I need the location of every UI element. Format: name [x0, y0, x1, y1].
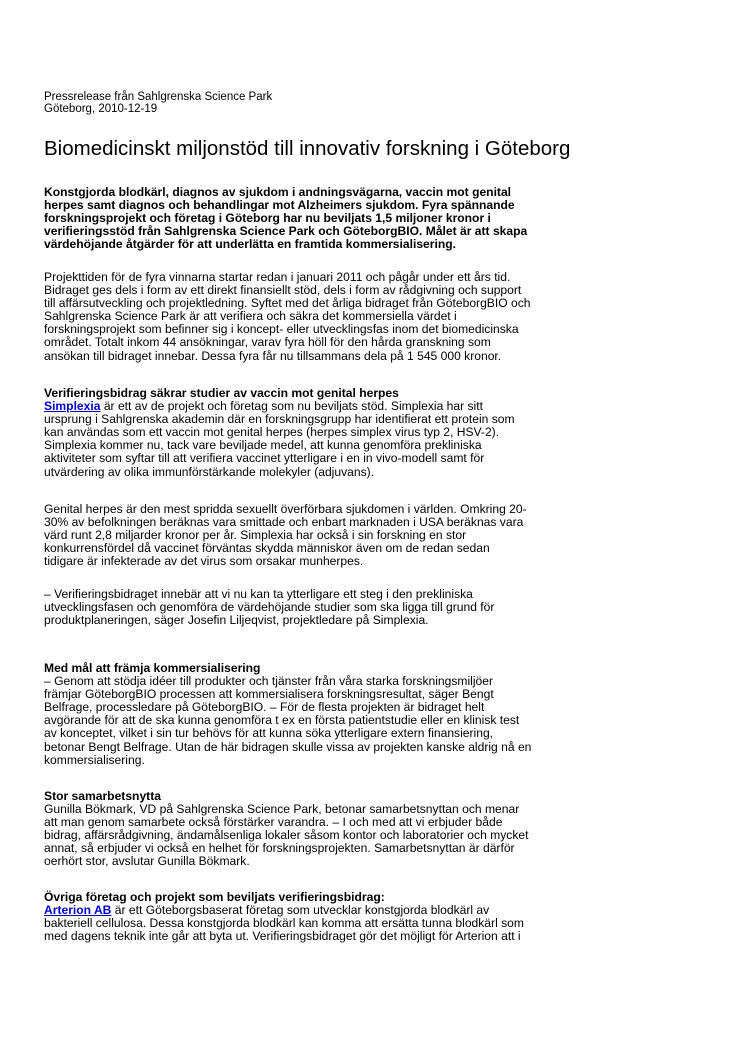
section-heading: Med mål att främja kommersialisering [44, 661, 261, 675]
paragraph-line: värd runt 2,8 miljarder kronor per år. Simplexia har också i sin forskning en stor [44, 528, 467, 543]
section-line: av konceptet, vilket i sin tur behövs för att kunna söka ytterligare extern finansiering, [44, 726, 494, 741]
section-line: oerhört stor, avslutar Gunilla Bökmark. [44, 854, 250, 869]
lead-paragraph [44, 186, 564, 251]
section-commercialisation [44, 662, 564, 767]
paragraph-line: tidigare är infekterade av det virus som orsakar munherpes. [44, 554, 364, 569]
intro-line: forskningsprojekt som befinner sig i koncept- eller utvecklingsfas inom det biomedicinska [44, 322, 519, 337]
section-line: att man genom samarbete också förstärker varandra. – I och med att vi erbjuder både [44, 815, 503, 830]
intro-line: ansökan till bidraget innebar. Dessa fyra får nu tillsammans dela på 1 545 000 kronor. [44, 348, 502, 363]
paragraph-line: konkurrensfördel då vaccinet förväntas skydda människor även om de redan sedan [44, 541, 490, 556]
intro-paragraph [44, 271, 564, 363]
section-line: annat, så erbjuder vi också en helhet för forskningsprojekten. Samarbetsnyttan är därför [44, 841, 515, 856]
section-line: bakteriell cellulosa. Dessa konstgjorda blodkärl kan komma att ersätta tunna blodkärl som [44, 916, 524, 931]
section-line-text: är ett av de projekt och företag som nu beviljats stöd. Simplexia har sitt [100, 399, 483, 414]
section-line: Simplexia kommer nu, tack vare beviljade medel, att kunna genomföra prekliniska [44, 438, 482, 453]
section-line: Belfrage, processledare på GöteborgBIO. – För de flesta projekten är bidraget helt [44, 700, 485, 715]
section-line: betonar Bengt Belfrage. Utan de här bidragen skulle vissa av projekten kanske aldrig nå en [44, 739, 532, 754]
herpes-paragraph [44, 503, 564, 568]
section-line-text: är ett Göteborgsbaserat företag som utvecklar konstgjorda blodkärl av [111, 903, 490, 918]
section-collaboration [44, 790, 564, 869]
simplexia-link[interactable]: Simplexia [44, 399, 101, 414]
section-simplexia [44, 387, 564, 479]
lead-line: forskningsprojekt och företag i Göteborg har nu beviljats 1,5 miljoner kronor i [44, 211, 491, 226]
section-heading: Övriga företag och projekt som beviljats verifieringsbidrag: [44, 890, 385, 904]
paragraph-line: Genital herpes är den mest spridda sexuellt överförbara sjukdomen i världen. Omkring 20- [44, 502, 527, 516]
lead-line: verifieringsstöd från Sahlgrenska Science Park och GöteborgBIO. Målet är att skapa [44, 224, 528, 239]
intro-line: Projekttiden för de fyra vinnarna startar redan i januari 2011 och pågår under ett års tid. [44, 270, 511, 284]
paragraph-line: – Verifieringsbidraget innebär att vi nu kan ta ytterligare ett steg i den prekliniska [44, 587, 473, 601]
intro-line: till affärsutveckling och projektledning. Syftet med det årliga bidraget från GöteborgBIO och [44, 296, 531, 311]
paragraph-line: produktplaneringen, säger Josefin Liljeqvist, projektledare på Simplexia. [44, 613, 429, 628]
date-line: Göteborg, 2010-12-19 [44, 103, 158, 115]
section-heading: Verifieringsbidrag säkrar studier av vaccin mot genital herpes [44, 386, 399, 400]
section-line: utvärdering av olika immunförstärkande molekyler (adjuvans). [44, 464, 375, 479]
quote-paragraph [44, 588, 564, 627]
intro-line: Sahlgrenska Science Park är att verifiera och säkra det kommersiella värdet i [44, 309, 457, 324]
paragraph-line: 30% av befolkningen beräknas vara smittade och enbart marknaden i USA beräknas vara [44, 515, 524, 530]
section-line: Gunilla Bökmark, VD på Sahlgrenska Science Park, betonar samarbetsnyttan och menar [44, 802, 520, 817]
lead-line: Konstgjorda blodkärl, diagnos av sjukdom i andningsvägarna, vaccin mot genital [44, 185, 512, 199]
section-line: kan användas som ett vaccin mot genital herpes (herpes simplex virus typ 2, HSV-2). [44, 425, 500, 440]
intro-line: området. Totalt inkom 44 ansökningar, varav fyra höll för den hårda granskning som [44, 335, 491, 350]
section-other-projects [44, 891, 564, 943]
lead-line: värdehöjande åtgärder för att underlätta en framtida kommersialisering. [44, 237, 456, 252]
section-line: ursprung i Sahlgrenska akademin där en forskningsgrupp har identifierat ett protein som [44, 412, 515, 427]
section-line: kommersialisering. [44, 752, 145, 767]
arterion-link[interactable]: Arterion AB [44, 903, 112, 918]
section-line: – Genom att stödja idéer till produkter och tjänster från våra starka forskningsmiljöer [44, 674, 494, 689]
section-heading: Stor samarbetsnytta [44, 789, 161, 803]
section-line: främjar GöteborgBIO processen att kommersialisera forskningsresultat, säger Bengt [44, 687, 494, 702]
intro-line: Bidraget ges dels i form av ett direkt finansiellt stöd, dels i form av rådgivning och support [44, 283, 522, 298]
section-line: avgörande för att de ska kunna genomföra t ex en första patientstudie eller en klinisk test [44, 713, 520, 728]
lead-line: herpes samt diagnos och behandlingar mot Alzheimers sjukdom. Fyra spännande [44, 198, 515, 213]
page-title: Biomedicinskt miljonstöd till innovativ forskning i Göteborg [44, 137, 571, 160]
sender-line: Pressrelease från Sahlgrenska Science Park [44, 91, 273, 103]
paragraph-line: utvecklingsfasen och genomföra de värdehöjande studier som ska ligga till grund för [44, 600, 495, 615]
section-line: med dagens teknik inte går att byta ut. Verifieringsbidraget gör det möjligt för Arterion att i [44, 929, 521, 944]
section-line: aktiviteter som syftar till att verifiera vaccinet ytterligare i en in vivo-modell samt för [44, 451, 485, 466]
section-line: bidrag, affärsrådgivning, ändamålsenliga lokaler såsom kontor och laboratorier och mycket [44, 828, 529, 843]
